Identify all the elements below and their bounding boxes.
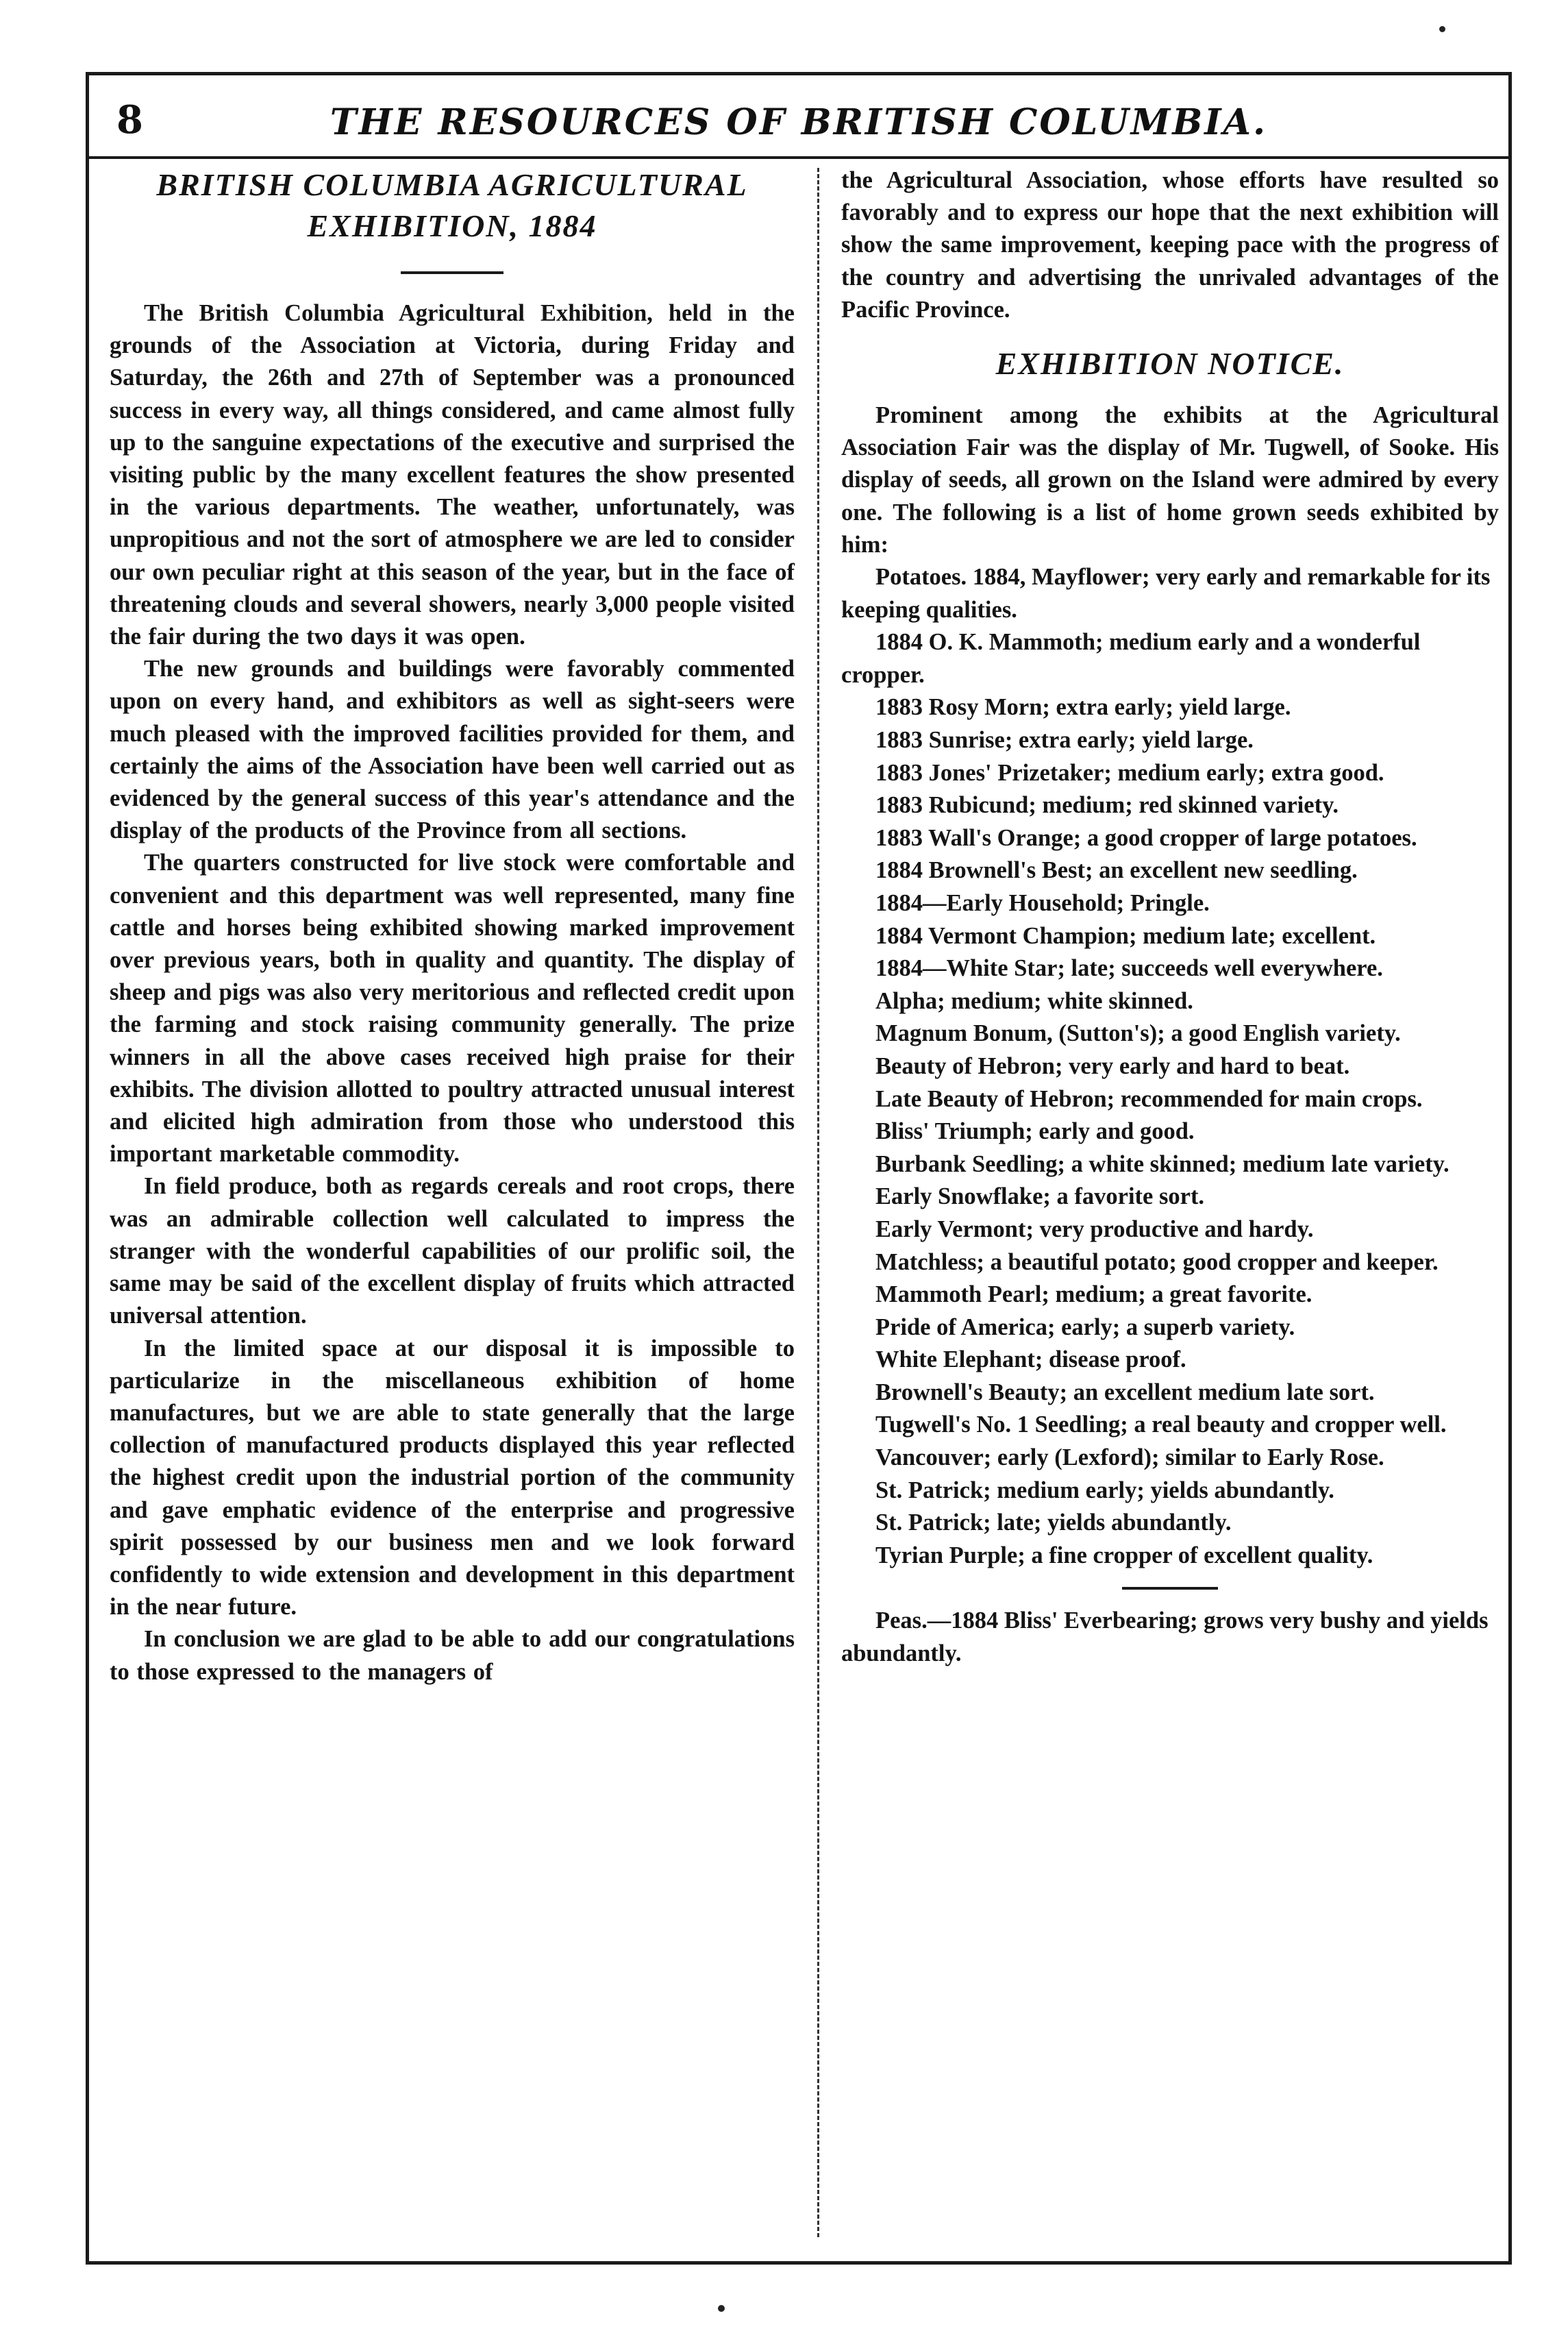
seed-entry: 1884 Brownell's Best; an excellent new seedling.	[875, 857, 1358, 884]
page-frame	[86, 72, 1512, 2265]
seed-entry: 1884 Vermont Champion; medium late; excellent.	[875, 922, 1376, 949]
seed-entry: St. Patrick; late; yields abundantly.	[875, 1509, 1232, 1536]
left-column	[110, 164, 795, 1688]
running-title: THE RESOURCES OF BRITISH COLUMBIA.	[329, 101, 1268, 143]
page-number: 8	[116, 97, 143, 143]
peas-entry: Peas.—1884 Bliss' Everbearing; grows very bushy and yields abundantly.	[841, 1607, 1489, 1667]
article-paragraph: The quarters constructed for live stock were comfortable and convenient and this department was well represented, many fine cattle and horses being exhibited showing marked improvement over previous years, both in quality and quantity. The display of sheep and pigs was also very meritorious and reflected credit upon the farming and stock raising community generally. The prize winners in all the above cases received high praise for their exhibits. The division allotted to poultry attracted unusual interest and elicited high admiration from those who understood this important marketable commodity.	[110, 850, 795, 1168]
article-paragraph: In conclusion we are glad to be able to add our congratulations to those expressed to the managers of	[110, 1626, 795, 1685]
page-header	[89, 75, 1508, 159]
seed-entry: 1883 Rubicund; medium; red skinned variety.	[875, 792, 1339, 819]
scan-speck	[1439, 26, 1445, 32]
article-paragraph: The British Columbia Agricultural Exhibition, held in the grounds of the Association at Victoria, during Friday and Saturday, the 26th and 27th of September was a pronounced success in every way, all things considered, and came almost fully up to the sanguine expectations of the executive and surprised the visiting public by the many excellent features the show presented in the various departments. The weather, unfortunately, was unpropitious and not the sort of atmosphere we are led to consider our own peculiar right at this season of the year, but in the face of threatening clouds and several showers, nearly 3,000 people visited the fair during the two days it was open.	[110, 300, 795, 650]
notice-title: EXHIBITION NOTICE.	[995, 346, 1345, 382]
seed-entry: Late Beauty of Hebron; recommended for main crops.	[875, 1085, 1423, 1112]
seed-entry: Early Vermont; very productive and hardy.	[875, 1216, 1314, 1242]
article-paragraph: In field produce, both as regards cereals and root crops, there was an admirable collection well calculated to impress the stranger with the wonderful capabilities of our prolific soil, the same may be said of the excellent display of fruits which attracted universal attention.	[110, 1173, 795, 1329]
list-end-rule	[1122, 1587, 1218, 1590]
seed-entry: Burbank Seedling; a white skinned; medium late variety.	[875, 1150, 1449, 1177]
scan-speck	[718, 2305, 725, 2312]
seed-entry: Potatoes. 1884, Mayflower; very early and remarkable for its keeping qualities.	[841, 564, 1491, 623]
notice-intro: Prominent among the exhibits at the Agricultural Association Fair was the display of Mr. Tugwell, of Sooke. His display of seeds, all grown on the Island were admired by every one. The following is a list of home grown seeds exhibited by him:	[841, 402, 1499, 558]
seed-entry: 1883 Jones' Prizetaker; medium early; extra good.	[875, 759, 1384, 786]
seed-entry: Pride of America; early; a superb variety.	[875, 1314, 1295, 1340]
column-divider	[817, 168, 819, 2237]
seed-entry: Mammoth Pearl; medium; a great favorite.	[875, 1281, 1312, 1308]
seed-entry: Matchless; a beautiful potato; good cropper and keeper.	[875, 1248, 1439, 1275]
seed-entry: Bliss' Triumph; early and good.	[875, 1118, 1195, 1145]
article-headline	[110, 164, 795, 247]
right-column	[841, 164, 1499, 1671]
seed-entry: Tugwell's No. 1 Seedling; a real beauty and cropper well.	[875, 1412, 1447, 1438]
seed-entry: 1884 O. K. Mammoth; medium early and a wonderful cropper.	[841, 629, 1421, 688]
article-paragraph: In the limited space at our disposal it is impossible to particularize in the miscellaneous exhibition of home manufactures, but we are able to state generally that the large collection of manufactured products displayed this year reflected the highest credit upon the industrial portion of the community and gave emphatic evidence of the enterprise and progressive spirit possessed by our business men and we look forward confidently to wide extension and development in this department in the near future.	[110, 1335, 795, 1620]
seed-entry: 1883 Rosy Morn; extra early; yield large.	[875, 694, 1291, 721]
seed-entry: Beauty of Hebron; very early and hard to beat.	[875, 1052, 1350, 1079]
seed-entry: 1883 Wall's Orange; a good cropper of large potatoes.	[875, 824, 1417, 851]
seed-entry: 1883 Sunrise; extra early; yield large.	[875, 727, 1254, 753]
article-paragraph: The new grounds and buildings were favorably commented upon on every hand, and exhibitors as well as sight-seers were much pleased with the improved facilities provided for them, and certainly the aims of the Association have been well carried out as evidenced by the general success of this year's attendance and the display of the products of the Province from all sections.	[110, 656, 795, 844]
seed-entry: White Elephant; disease proof.	[875, 1346, 1186, 1373]
seed-entry: Brownell's Beauty; an excellent medium late sort.	[875, 1379, 1375, 1405]
article-continuation: the Agricultural Association, whose efforts have resulted so favorably and to express our hope that the next exhibition will show the same improvement, keeping pace with the progress of the country and advertising the unrivaled advantages of the Pacific Province.	[841, 167, 1499, 323]
headline-rule	[401, 271, 503, 274]
seed-entry: Early Snowflake; a favorite sort.	[875, 1183, 1205, 1210]
seed-entry: Magnum Bonum, (Sutton's); a good English variety.	[875, 1020, 1401, 1047]
seed-entry: Vancouver; early (Lexford); similar to Early Rose.	[875, 1444, 1384, 1471]
seed-entry: Tyrian Purple; a fine cropper of excellent quality.	[875, 1542, 1373, 1568]
seed-entry: 1884—Early Household; Pringle.	[875, 889, 1210, 916]
seed-entry: 1884—White Star; late; succeeds well everywhere.	[875, 955, 1383, 982]
headline-line-2: EXHIBITION, 1884	[307, 208, 597, 243]
seed-entry: St. Patrick; medium early; yields abundantly.	[875, 1477, 1334, 1503]
headline-line-1: BRITISH COLUMBIA AGRICULTURAL	[156, 167, 748, 202]
seed-entry: Alpha; medium; white skinned.	[875, 987, 1193, 1014]
